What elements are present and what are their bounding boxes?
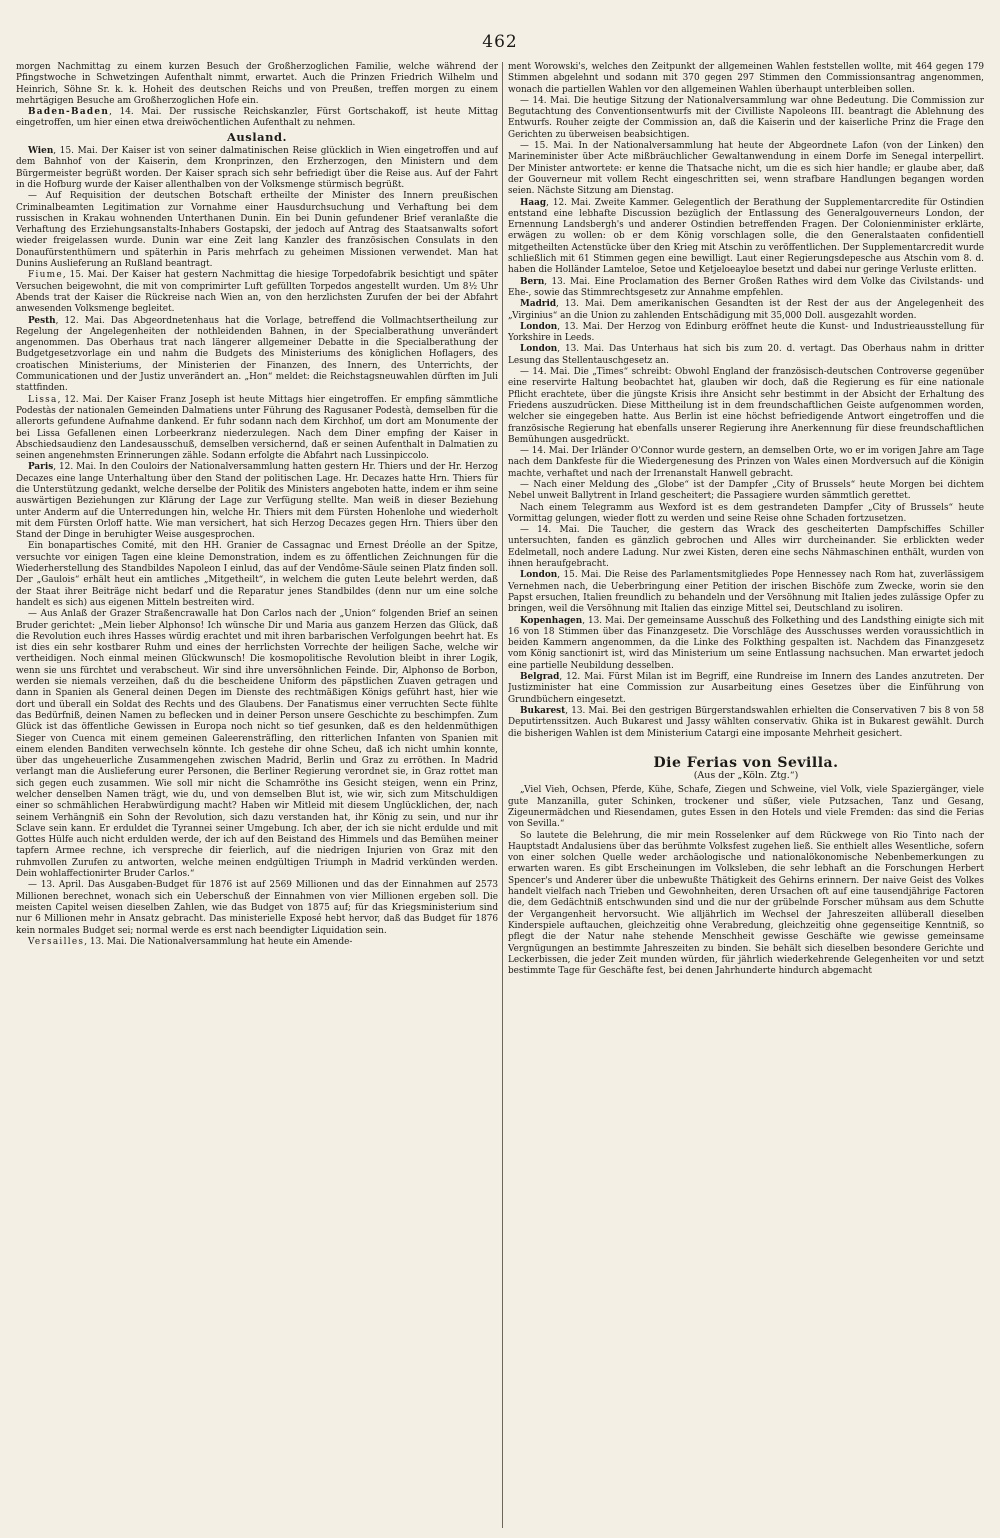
text-belgrad: , 12. Mai. Fürst Milan ist im Begriff, eine Rundreise im Innern des Landes anzutreten. Der Justizminister hat eine Commission zur Ausarbeitung eines Gesetzes über die Einführung von Grundbüchern eingesetzt. [508,672,984,705]
dateline-lissa: Lissa [28,394,58,405]
paragraph-bukarest [508,706,984,740]
dateline-london-2: London [520,344,558,355]
paragraph-belgrad [508,672,984,706]
paragraph-globe: — Nach einer Meldung des „Globe“ ist der Dampfer „City of Brussels“ heute Morgen bei dichtem Nebel unweit Ballytrent in Irland gescheitert; die Passagiere wurden sämmtlich gerettet. [508,479,984,502]
text-paris: , 12. Mai. In den Couloirs der Nationalversammlung hatten gestern Hr. Thiers und der Hr. Herzog Decazes eine lange Unterhaltung über den Stand der politischen Lage. Hr. Decazes hatte Hrn. Thiers für die Unterstützung gedankt, welche derselbe der Politik des Ministers angeboten hatte, indem er ihm seine auswärtigen Beziehungen zur Klärung der Lage zur Verfügung stellte. Man weiß in dieser Beziehung unter Anderm auf die Unterredungen hin, welche Hr. Thiers mit dem Fürsten Hohenlohe und wiederholt mit dem Fürsten Orloff hatte. Wie man versichert, hat sich Herzog Decazes gegen Hrn. Thiers über den Stand der Dinge in beruhigter Weise ausgesprochen. [16,462,498,541]
column-divider [502,62,503,1528]
text-pesth: , 12. Mai. Das Abgeordnetenhaus hat die Vorlage, betreffend die Vollmachtsertheilung zur Regelung der Angelegenheiten der nothleidenden Bahnen, in der Specialberathung unverändert angenommen. Das Oberhaus trat nach längerer allgemeiner Debatte in die Specialberathung der Budgetgesetzvorlage ein und nahm die Budgets des Ministeriums des königlichen Hoflagers, des croatischen Ministeriums, der Ministerien der Finanzen, des Innern, des Unterrichts, der Communicationen und der Justiz unverändert an. „Hon“ meldet: die Reichstagsneuwahlen dürften im Juli stattfinden. [16,315,498,394]
dateline-wien: Wien [28,146,54,157]
paragraph-bern [508,277,984,300]
paragraph-requisition: — Auf Requisition der deutschen Botschaft ertheilte der Minister des Innern preußischen Criminalbeamten Legitimation zur Vornahme einer Hausdurchsuchung und Verhaftung bei dem russischen in Krakau wohnenden Unterthanen Dunin. Ein bei Dunin gefundener Brief veranlaßte die Verhaftung des Erziehungsanstalts-Inhabers Gostapski, der jedoch auf Antrag des Staatsanwalts sofort wieder freigelassen wurde. Dunin war eine Zeit lang Kanzler des französischen Consulats in den Donaufürstenthümern und späterhin in Paris mehrfach zu geheimen Missionen verwendet. Man hat Dunins Auslieferung an Rußland beantragt. [16,191,498,270]
text-wien: , 15. Mai. Der Kaiser ist von seiner dalmatinischen Reise glücklich in Wien eingetroffen und auf dem Bahnhof von der Kaiserin, dem Kronprinzen, den Erzherzogen, den Ministern und dem Bürgermeister begrüßt worden. Der Kaiser sprach sich sehr befriedigt über die Reise aus. Auf der Fahrt in die Hofburg wurde der Kaiser allenthalben von der Volksmenge stürmisch begrüßt. [16,146,498,190]
paragraph-intro-right: ment Worowski's, welches den Zeitpunkt der allgemeinen Wahlen feststellen wollte, mit 464 gegen 179 Stimmen abgelehnt und sodann mit 370 gegen 297 Stimmen den Commissionsantrag angenommen, wonach die partiellen Wahlen vor den allgemeinen Wahlen überhaupt unterbleiben sollen. [508,62,984,95]
text-kopenhagen: , 13. Mai. Der gemeinsame Ausschuß des Folkething und des Landsthing einigte sich mit 16 von 18 Stimmen über das Finanzgesetz. Die Vorschläge des Ausschusses werden voraussichtlich in beiden Kammern angenommen, da die Linke des Folkthing gespalten ist. Nachdem das Finanzgesetz vom König sanctionirt ist, wird das Ministerium um seine Entlassung nachsuchen. Man erwartet jedoch eine partielle Neubildung desselben. [508,615,984,671]
paragraph-london-2 [508,344,984,367]
text-madrid: , 13. Mai. Dem amerikanischen Gesandten ist der Rest der aus der Angelegenheit des „Virginius“ an die Union zu zahlenden Entschädigung mit 35,000 Doll. ausgezahlt worden. [508,299,984,321]
paragraph-versailles [16,937,498,948]
paragraph-wexford: Nach einem Telegramm aus Wexford ist es dem gestrandeten Dampfer „City of Brussels“ heute Vormittag gelungen, wieder flott zu werden und seine Reise ohne Schaden fortzusetzen. [508,502,984,524]
text-bern: , 13. Mai. Eine Proclamation des Berner Großen Rathes wird dem Volke das Civilstands- und Ehe-, sowie das Stimmrechtsgesetz zur Annahme empfehlen. [508,276,984,298]
dateline-baden: Baden-Baden [28,107,110,118]
paragraph-wien [16,146,498,191]
paragraph-taucher: — 14. Mai. Die Taucher, die gestern das Wrack des gescheiterten Dampfschiffes Schiller untersuchten, fanden es gänzlich gebrochen und Alles wirr durcheinander. Sie erblickten weder Edelmetall, noch andere Ladung. Nur zwei Kisten, deren eine sechs Nähmaschinen enthält, wurden von ihnen heraufgebracht. [508,525,984,570]
text-london-3: , 15. Mai. Die Reise des Parlamentsmitgliedes Pope Hennessey nach Rom hat, zuverlässigem Vernehmen nach, die Ueberbringung einer Petition der irischen Bischöfe zum Zwecke, worin sie den Papst ersuchen, Italien freundlich zu behandeln und der Versöhnung mit Italien jedes zulässige Opfer zu bringen, weil die Versöhnung mit Italien das einzige Mittel sei, Deutschland zu isoliren. [508,570,984,615]
text-baden: , 14. Mai. Der russische Reichskanzler, Fürst Gortschakoff, ist heute Mittag eingetroffen, um hier einen etwa dreiwöchentlichen Aufenthalt zu nehmen. [16,107,498,129]
text-haag: , 12. Mai. Zweite Kammer. Gelegentlich der Berathung der Supplementarcredite für Ostindien entstand eine lebhafte Discussion bezüglich der Entlassung des Generalgouverneurs London, der Ernennung Landsbergh's und anderer Ostindien betreffenden Fragen. Der Colonienminister erklärte, erwägen zu wollen: ob er dem König vorschlagen solle, die den Generalstaaten confidentiell mitgetheilten Actenstücke über den Krieg mit Atschin zu veröffentlichen. Der Supplementarcredit wurde schließlich mit 61 Stimmen gegen eine bewilligt. Laut einer Regierungsdepesche aus Atschin vom 8. d. haben die Holländer Lamteloe, Setoe und Ketjeloeayloe besetzt und dabei nur geringe Verluste erlitten. [508,197,984,276]
article-source: (Aus der „Köln. Ztg.“) [693,770,799,782]
paragraph-haag [508,198,984,277]
text-bukarest: , 13. Mai. Bei den gestrigen Bürgerstandswahlen erhielten die Conservativen 7 bis 8 von 58 Deputirtenssitzen. Auch Bukarest und Jassy wählten conservativ. Ghika ist in Bukarest gewählt. Durch die bisherigen Wahlen ist dem Ministerium Catargi eine imposante Mehrheit gesichert. [508,705,984,739]
dateline-haag: Haag [520,197,547,208]
paragraph-madrid [508,299,984,322]
paragraph-carlos: — Aus Anlaß der Grazer Straßencrawalle hat Don Carlos nach der „Union“ folgenden Brief an seinen Bruder gerichtet: „Mein lieber Alphonso! Ich wünsche Dir und Maria aus ganzem Herzen das Glück, daß die Revolution euch ihres Hasses würdig erachtet und mit ihren barbarischen Verfolgungen beehrt hat. Es ist dies ein sehr kostbarer Ruhm und eines der herrlichsten Vorrechte der heiligen Sache, welche wir vertheidigen. Noch einmal meinen Glückwunsch! Die kosmopolitische Revolution bleibt in ihrer Logik, wenn sie uns fürchtet und verabscheut. Wir sind ihre unversöhnlichen Feinde. Dir, Alphonso de Borbon, werden sie niemals verzeihen, daß du die bescheidene Uniform des päpstlichen Zuaven getragen und dann in Spanien als General deinen Degen im Dienste des rechtmäßigen Königs geführt hast, hier wie dort und überall ein Soldat des Rechts und des Glaubens. Der Fanatismus einer verruchten Secte fühlte das Bedürfniß, deinen Namen zu beflecken und in deiner Person unsere Geschichte zu beschimpfen. Zum Glück ist das öffentliche Gewissen in Europa noch nicht so tief gesunken, daß es den heldenmüthigen Sieger von Cuenca mit einem gemeinen Galeerensträfling, den ritterlichen Infanten von Spanien mit einem elenden Banditen verwechseln könnte. Ich gestehe dir ohne Scheu, daß ich nicht umhin konnte, über das ungeheuerliche Zusammengehen zwischen Madrid, Berlin und Graz zu erröthen. In Madrid verlangt man die Auslieferung eurer Personen, die Berliner Regierung verordnet sie, in Graz rottet man sich gegen euch zusammen. Wie soll mir nicht die Schamröthe ins Gesicht steigen, wenn ein Prinz, welcher denselben Namen trägt, wie du, und von demselben Blut ist, wie wir, sich zum Mitschuldigen einer so schmählichen Herabwürdigung macht? Haben wir Mitleid mit diesem Unglücklichen, der, nach seinem Verhängniß ein Sohn der Revolution, sich dazu verstanden hat, ihr König zu sein, und nur ihr Sclave sein kann. Er erduldet die Tyrannei seiner Umgebung. Ich aber, der ich sie nicht erdulde und mit Gottes Hülfe auch nicht erdulden werde, der ich auf den Beistand des Himmels und das Bemühen meiner tapfern Armee rechne, ich verspreche dir feierlich, auf die niedrigen Injurien von Graz mit den ruhmvollen Zurufen zu antworten, welche meinen endgültigen Triumph in Madrid verkünden werden. Dein wohlaffectionirter Bruder Carlos.“ [16,609,498,880]
text-lissa: , 12. Mai. Der Kaiser Franz Joseph ist heute Mittags hier eingetroffen. Er empfing sämmtliche Podestàs der nationalen Gemeinden Dalmatiens unter Führung des Ragusaner Podestà, demselben für die allerorts gefundene Aufnahme dankend. Er fuhr sodann nach dem Kirchhof, um dort am Monumente der bei Lissa Gefallenen einen Lorbeerkranz niederzulegen. Nach dem Diner empfing der Kaiser in Abschiedsaudienz den Landesausschuß, demselben versichernd, daß er seinen Aufenthalt in Dalmatien zu seinen angenehmsten Erinnerungen zähle. Sodann erfolgte die Abfahrt nach Lussinpiccolo. [16,394,498,462]
dateline-pesth: Pesth [28,315,56,326]
text-london-2: , 13. Mai. Das Unterhaus hat sich bis zum 20. d. vertagt. Das Oberhaus nahm in dritter Lesung das Stellentauschgesetz an. [508,344,984,366]
page-number: 462 [482,32,518,52]
paragraph-budget: — 13. April. Das Ausgaben-Budget für 1876 ist auf 2569 Millionen und das der Einnahmen auf 2573 Millionen berechnet, wonach sich ein Ueberschuß der Einnahmen von vier Millionen ergeben soll. Die meisten Capitel weisen dieselben Zahlen, wie das Budget von 1875 auf; für das Kriegsministerium sind nur 6 Millionen mehr in Ansatz gebracht. Das ministerielle Exposé hebt hervor, daß das Budget für 1876 kein normales Budget sei; normal werde es erst nach beendigter Liquidation sein. [16,880,498,936]
paragraph-fiume [16,270,498,315]
dateline-versailles: Versailles [28,936,85,947]
article-paragraph-1: „Viel Vieh, Ochsen, Pferde, Kühe, Schafe, Ziegen und Schweine, viel Volk, viele Spaziergänger, viele gute Manzanilla, guter Schinken, trockener und süßer, viele Putzsachen, Tanz und Gesang, Zigeunermädchen und Riesendamen, gutes Essen in den Hotels und viele Fremden: das sind die Ferias von Sevilla.“ [508,785,984,830]
paragraph-kopenhagen [508,616,984,672]
paragraph-london-3 [508,570,984,615]
dateline-paris: Paris [28,462,54,473]
paragraph-sitzung: — 14. Mai. Die heutige Sitzung der Nationalversammlung war ohne Bedeutung. Die Commission zur Begutachtung des Conventionsentwurfs mit der Civilliste Napoleons III. beantragt die Ablehnung des Entwurfs. Rouher zeigte der Commission an, daß die Kaiserin und der kaiserliche Prinz die Frage den Gerichten zu überweisen beabsichtigen. [508,95,984,140]
paragraph-pesth [16,316,498,395]
paragraph-lissa [16,395,498,463]
paragraph-london-1 [508,322,984,345]
paragraph-paris [16,462,498,541]
text-london-1: , 13. Mai. Der Herzog von Edinburg eröffnet heute die Kunst- und Industrieausstellung für Yorkshire in Leeds. [508,321,984,344]
section-heading-ausland: Ausland. [227,129,287,144]
left-column [16,62,498,1528]
paragraph-comite: Ein bonapartisches Comité, mit den HH. Granier de Cassagnac und Ernest Dréolle an der Spitze, versuchte vor einigen Tagen eine kleine Demonstration, indem es zu öffentlichen Zeichnungen für die Wiederherstellung des Standbildes Napoleon I einlud, das auf der Vendôme-Säule seinen Platz finden soll. Der „Gaulois“ erhält heut ein amtliches „Mitgetheilt“, in welchem die guten Leute belehrt werden, daß der Staat ihrer Beiträge nicht bedarf und die Reparatur jenes Standbildes (denn nur um eine solche handelt es sich) aus eigenen Mitteln bestreiten wird. [16,541,498,608]
dateline-belgrad: Belgrad [520,672,560,683]
paragraph-intro-left: morgen Nachmittag zu einem kurzen Besuch der Großherzoglichen Familie, welche während der Pfingstwoche in Schwetzingen Aufenthalt nimmt, erwartet. Auch die Prinzen Friedrich Wilhelm und Heinrich, Söhne Sr. k. k. Hoheit des deutschen Reichs und von Preußen, treffen morgen zu einem mehrtägigen Besuche am Großherzoglichen Hofe ein. [16,62,498,106]
article-title: Die Ferias von Sevilla. [653,754,839,771]
right-column [508,62,984,1528]
dateline-london-3: London [520,570,558,581]
text-versailles: , 13. Mai. Die Nationalversammlung hat heute ein Amende- [84,936,353,947]
dateline-fiume: Fiume [28,270,63,281]
paragraph-times: — 14. Mai. Die „Times“ schreibt: Obwohl England der französisch-deutschen Controverse gegenüber eine reservirte Haltung beobachtet hat, glauben wir doch, daß die Regierung es für eine nationale Pflicht erachtete, über die jüngste Krisis ihre Ansicht sehr bestimmt in der Absicht der Erhaltung des Friedens auszudrücken. Diese Mittheilung ist in dem freundschaftlichen Geiste aufgenommen worden, welcher sie eingegeben hatte. Aus Berlin ist eine höchst befriedigende Antwort eingetroffen und die französische Regierung hat ebenfalls unserer Regierung ihre Anerkennung für diese freundschaftlichen Bemühungen ausgedrückt. [508,367,984,445]
paragraph-lafon: — 15. Mai. In der Nationalversammlung hat heute der Abgeordnete Lafon (von der Linken) den Marineminister über Acte mißbräuchlicher Gewaltanwendung in einem Dorfe im Senegal interpellirt. Der Minister antwortete: er kenne die Thatsache nicht, um die es sich hier handle; er glaube aber, daß der Gouverneur mit vollem Recht eingeschritten sei, wenn strafbare Handlungen begangen worden seien. Nächste Sitzung am Dienstag. [508,141,984,197]
dateline-bern: Bern [520,276,545,287]
dateline-madrid: Madrid [520,299,557,310]
dateline-kopenhagen: Kopenhagen [520,615,583,626]
dateline-bukarest: Bukarest [520,705,566,716]
paragraph-oconnor: — 14. Mai. Der Irländer O'Connor wurde gestern, an demselben Orte, wo er im vorigen Jahre am Tage nach dem Dankfeste für die Wiedergenesung des Prinzen von Wales einen Mordversuch auf die Königin machte, verhaftet und nach der Irrenanstalt Hanwell gebracht. [508,446,984,479]
dateline-london-1: London [520,321,558,332]
text-fiume: , 15. Mai. Der Kaiser hat gestern Nachmittag die hiesige Torpedofabrik besichtigt und später Versuchen beigewohnt, die mit von comprimirter Luft gefüllten Torpedos angestellt wurden. Um 8½ Uhr Abends trat der Kaiser die Rückreise nach Wien an, von den herzlichsten Zurufen der bei der Abfahrt anwesenden Volksmenge begleitet. [16,270,498,315]
paragraph-baden [16,107,498,130]
article-paragraph-2: So lautete die Belehrung, die mir mein Rosselenker auf dem Rückwege von Rio Tinto nach der Hauptstadt Andalusiens über das berühmte Volksfest zugehen ließ. Sie enthielt alles Wesentliche, sofern von einer solchen Quelle weder archäologische und nationalökonomische Nebenbemerkungen zu erwarten waren. Es gibt Erscheinungen im Volksleben, die sehr lebhaft an die Forschungen Herbert Spencer's und Anderer über die unbewußte Thätigkeit des Gehirns erinnern. Der naive Geist des Volkes handelt vielfach nach Trieben und Gewohnheiten, deren Ursachen oft auf eine tausendjährige Factoren die, dem Gedächtniß entschwunden sind und die nur der grübelnde Forscher mühsam aus dem Schutte der Vergangenheit hervorsucht. Wie alljährlich im Wechsel der Jahreszeiten allüberall dieselben Kinderspiele auftauchen, gleichzeitig ohne Verabredung, gleichzeitig ohne gegenseitige Kenntniß, so pflegt die der Natur nahe stehende Menschheit gewisse Geschäfte wie gewisse gemeinsame Vergnügungen an bestimmte Jahreszeiten zu binden. Sie behält sich dieselben besondere Gerichte und Leckerbissen, die jeder Zeit munden würden, für jährlich wiederkehrende Gelegenheiten vor und setzt bestimmte Tage für Geschäfte fest, bei denen Jahrhunderte hindurch abgemacht [508,830,984,977]
